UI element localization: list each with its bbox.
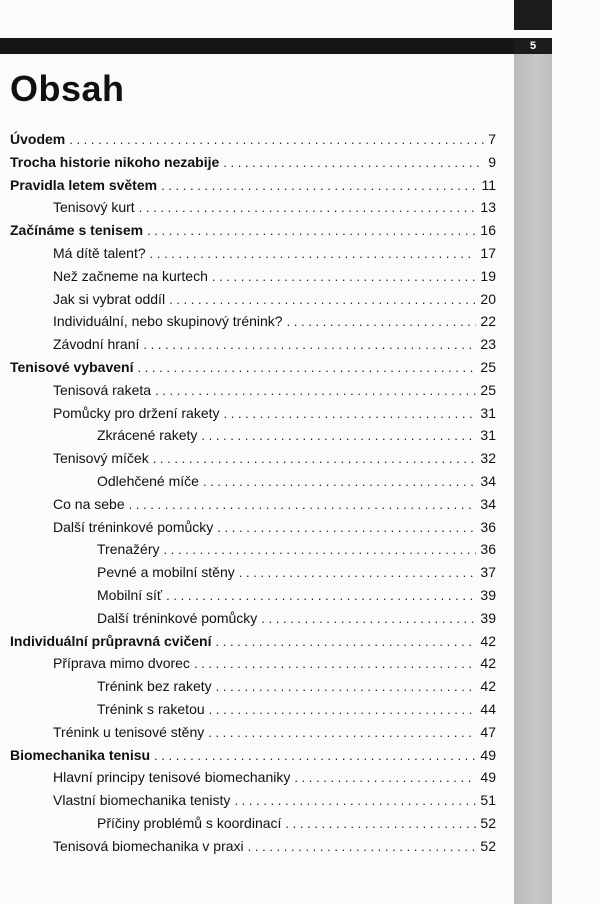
toc-entry-label: Jak si vybrat oddíl	[53, 290, 166, 307]
toc-entry-label: Trénink u tenisové stěny	[53, 723, 205, 740]
dot-leader	[209, 698, 477, 721]
toc-entry-page: 34	[480, 495, 496, 512]
toc-entry-page: 42	[480, 655, 496, 672]
toc-entry-label: Začínáme s tenisem	[10, 222, 144, 239]
toc-entry[interactable]	[97, 584, 496, 607]
dot-leader	[294, 766, 476, 789]
toc-entry-label: Trénink s raketou	[97, 701, 205, 717]
toc-entry-page: 23	[480, 336, 496, 353]
toc-entry-label: Tenisové vybavení	[10, 359, 134, 375]
toc-entry-label: Tenisový míček	[53, 450, 149, 467]
toc-entry-page: 37	[480, 564, 496, 581]
dot-leader	[287, 310, 477, 333]
dot-leader	[137, 356, 476, 379]
toc-entry-label: Zkrácené rakety	[97, 427, 198, 444]
toc-entry[interactable]	[53, 516, 496, 539]
dot-leader	[143, 333, 476, 356]
toc-entry-page: 13	[480, 199, 496, 216]
margin-band-gray	[514, 54, 552, 904]
toc-entry-label: Vlastní biomechanika tenisty	[53, 792, 231, 809]
dot-leader	[147, 219, 476, 242]
toc-entry[interactable]	[10, 174, 496, 197]
toc-entry[interactable]	[97, 607, 496, 630]
dot-leader	[155, 379, 476, 402]
toc-entry-page: 17	[480, 245, 496, 261]
toc-entry-label: Mobilní síť	[97, 587, 163, 603]
dot-leader	[212, 265, 477, 288]
dot-leader	[216, 675, 477, 698]
toc-entry-page: 52	[480, 815, 496, 831]
toc-entry[interactable]	[53, 766, 496, 789]
toc-entry[interactable]	[97, 812, 496, 835]
toc-entry-label: Má dítě talent?	[53, 245, 146, 261]
toc-entry[interactable]	[53, 652, 496, 675]
dot-leader	[248, 835, 477, 858]
toc-entry-label: Další tréninkové pomůcky	[97, 609, 258, 626]
toc-entry-page: 47	[480, 723, 496, 740]
toc-entry-page: 19	[480, 267, 496, 284]
dot-leader	[153, 447, 477, 470]
toc-entry-page: 34	[480, 473, 496, 489]
toc-entry-label: Tenisová raketa	[53, 381, 152, 398]
toc-entry[interactable]	[10, 219, 496, 242]
toc-entry-page: 31	[480, 427, 496, 444]
toc-entry-label: Trocha historie nikoho nezabije	[10, 153, 220, 170]
dot-leader	[150, 242, 477, 265]
toc-entry[interactable]	[97, 538, 496, 561]
dot-leader	[166, 584, 476, 607]
toc-entry-label: Biomechanika tenisu	[10, 746, 151, 763]
dot-leader	[139, 196, 477, 219]
dot-leader	[208, 721, 476, 744]
toc-entry[interactable]	[53, 288, 496, 311]
toc-entry[interactable]	[10, 630, 496, 653]
dot-leader	[239, 561, 477, 584]
toc-entry-page: 44	[480, 701, 496, 717]
toc-entry-page: 9	[488, 153, 496, 170]
toc-entry-page: 49	[480, 746, 496, 763]
toc-entry-page: 25	[480, 359, 496, 375]
toc-entry-page: 7	[488, 131, 496, 147]
toc-entry-label: Trenažéry	[97, 541, 160, 558]
toc-entry-label: Příčiny problémů s koordinací	[97, 815, 282, 831]
toc-entry[interactable]	[53, 310, 496, 333]
toc-entry[interactable]	[53, 447, 496, 470]
toc-entry[interactable]	[53, 493, 496, 516]
page-title: Obsah	[10, 68, 125, 109]
toc-entry-label: Trénink bez rakety	[97, 678, 212, 695]
toc-entry[interactable]	[10, 356, 496, 379]
dot-leader	[217, 516, 476, 539]
toc-entry-page: 36	[480, 518, 496, 535]
toc-entry[interactable]	[97, 424, 496, 447]
dot-leader	[69, 128, 484, 151]
toc-entry-label: Individuální, nebo skupinový trénink?	[53, 313, 283, 330]
page-number: 5	[529, 40, 537, 52]
toc-entry[interactable]	[53, 402, 496, 425]
toc-entry-page: 49	[480, 769, 496, 786]
dot-leader	[164, 538, 477, 561]
header-bar	[0, 38, 514, 54]
toc-entry-page: 51	[480, 792, 496, 809]
toc-entry-label: Pomůcky pro držení rakety	[53, 404, 220, 421]
dot-leader	[224, 402, 477, 425]
toc-entry-label: Co na sebe	[53, 495, 125, 512]
dot-leader	[234, 789, 476, 812]
toc-entry-page: 42	[480, 678, 496, 695]
toc-entry-label: Další tréninkové pomůcky	[53, 518, 214, 535]
toc-entry-page: 22	[480, 313, 496, 330]
toc-entry-label: Příprava mimo dvorec	[53, 655, 190, 672]
dot-leader	[154, 744, 476, 767]
dot-leader	[169, 288, 476, 311]
toc-entry[interactable]	[53, 379, 496, 402]
toc-entry[interactable]	[53, 265, 496, 288]
toc-entry-label: Závodní hraní	[53, 336, 140, 353]
toc-entry[interactable]	[53, 835, 496, 858]
toc-entry-label: Pevné a mobilní stěny	[97, 564, 235, 581]
dot-leader	[201, 424, 476, 447]
toc-entry-label: Než začneme na kurtech	[53, 267, 208, 284]
toc-entry[interactable]	[10, 151, 496, 174]
toc-entry-label: Tenisová biomechanika v praxi	[53, 837, 244, 854]
toc-entry-page: 31	[480, 404, 496, 421]
dot-leader	[223, 151, 484, 174]
toc-entry-page: 25	[480, 381, 496, 398]
toc-entry[interactable]	[53, 333, 496, 356]
toc-entry-page: 52	[480, 837, 496, 854]
toc-entry-label: Individuální průpravná cvičení	[10, 632, 212, 649]
toc-entry-label: Odlehčené míče	[97, 473, 199, 489]
toc-entry-label: Úvodem	[10, 131, 66, 147]
toc-entry-page: 42	[480, 632, 496, 649]
toc-entry[interactable]	[10, 744, 496, 767]
margin-strip-notch	[514, 30, 552, 38]
toc-entry[interactable]	[53, 242, 496, 265]
toc-entry-page: 16	[480, 222, 496, 239]
toc-entry-page: 20	[480, 290, 496, 307]
toc-entry[interactable]	[97, 561, 496, 584]
page-right-edge	[552, 0, 600, 904]
dot-leader	[161, 174, 477, 197]
toc-entry[interactable]	[97, 470, 496, 493]
dot-leader	[129, 493, 477, 516]
dot-leader	[285, 812, 476, 835]
dot-leader	[194, 652, 476, 675]
toc-entry[interactable]	[10, 128, 496, 151]
dot-leader	[216, 630, 477, 653]
toc-entry-label: Hlavní principy tenisové biomechaniky	[53, 769, 291, 786]
toc-entry[interactable]	[97, 698, 496, 721]
toc-entry-label: Tenisový kurt	[53, 199, 135, 216]
dot-leader	[261, 607, 476, 630]
toc-entry-page: 39	[480, 609, 496, 626]
toc-entry-page: 11	[481, 176, 496, 193]
toc-entry[interactable]	[53, 721, 496, 744]
toc-entry[interactable]	[97, 675, 496, 698]
dot-leader	[203, 470, 476, 493]
toc-entry-label: Pravidla letem světem	[10, 176, 158, 193]
toc-entry-page: 32	[480, 450, 496, 467]
toc-entry[interactable]	[53, 789, 496, 812]
toc-entry-page: 36	[480, 541, 496, 558]
toc-entry[interactable]	[53, 196, 496, 219]
toc-entry-page: 39	[480, 587, 496, 603]
